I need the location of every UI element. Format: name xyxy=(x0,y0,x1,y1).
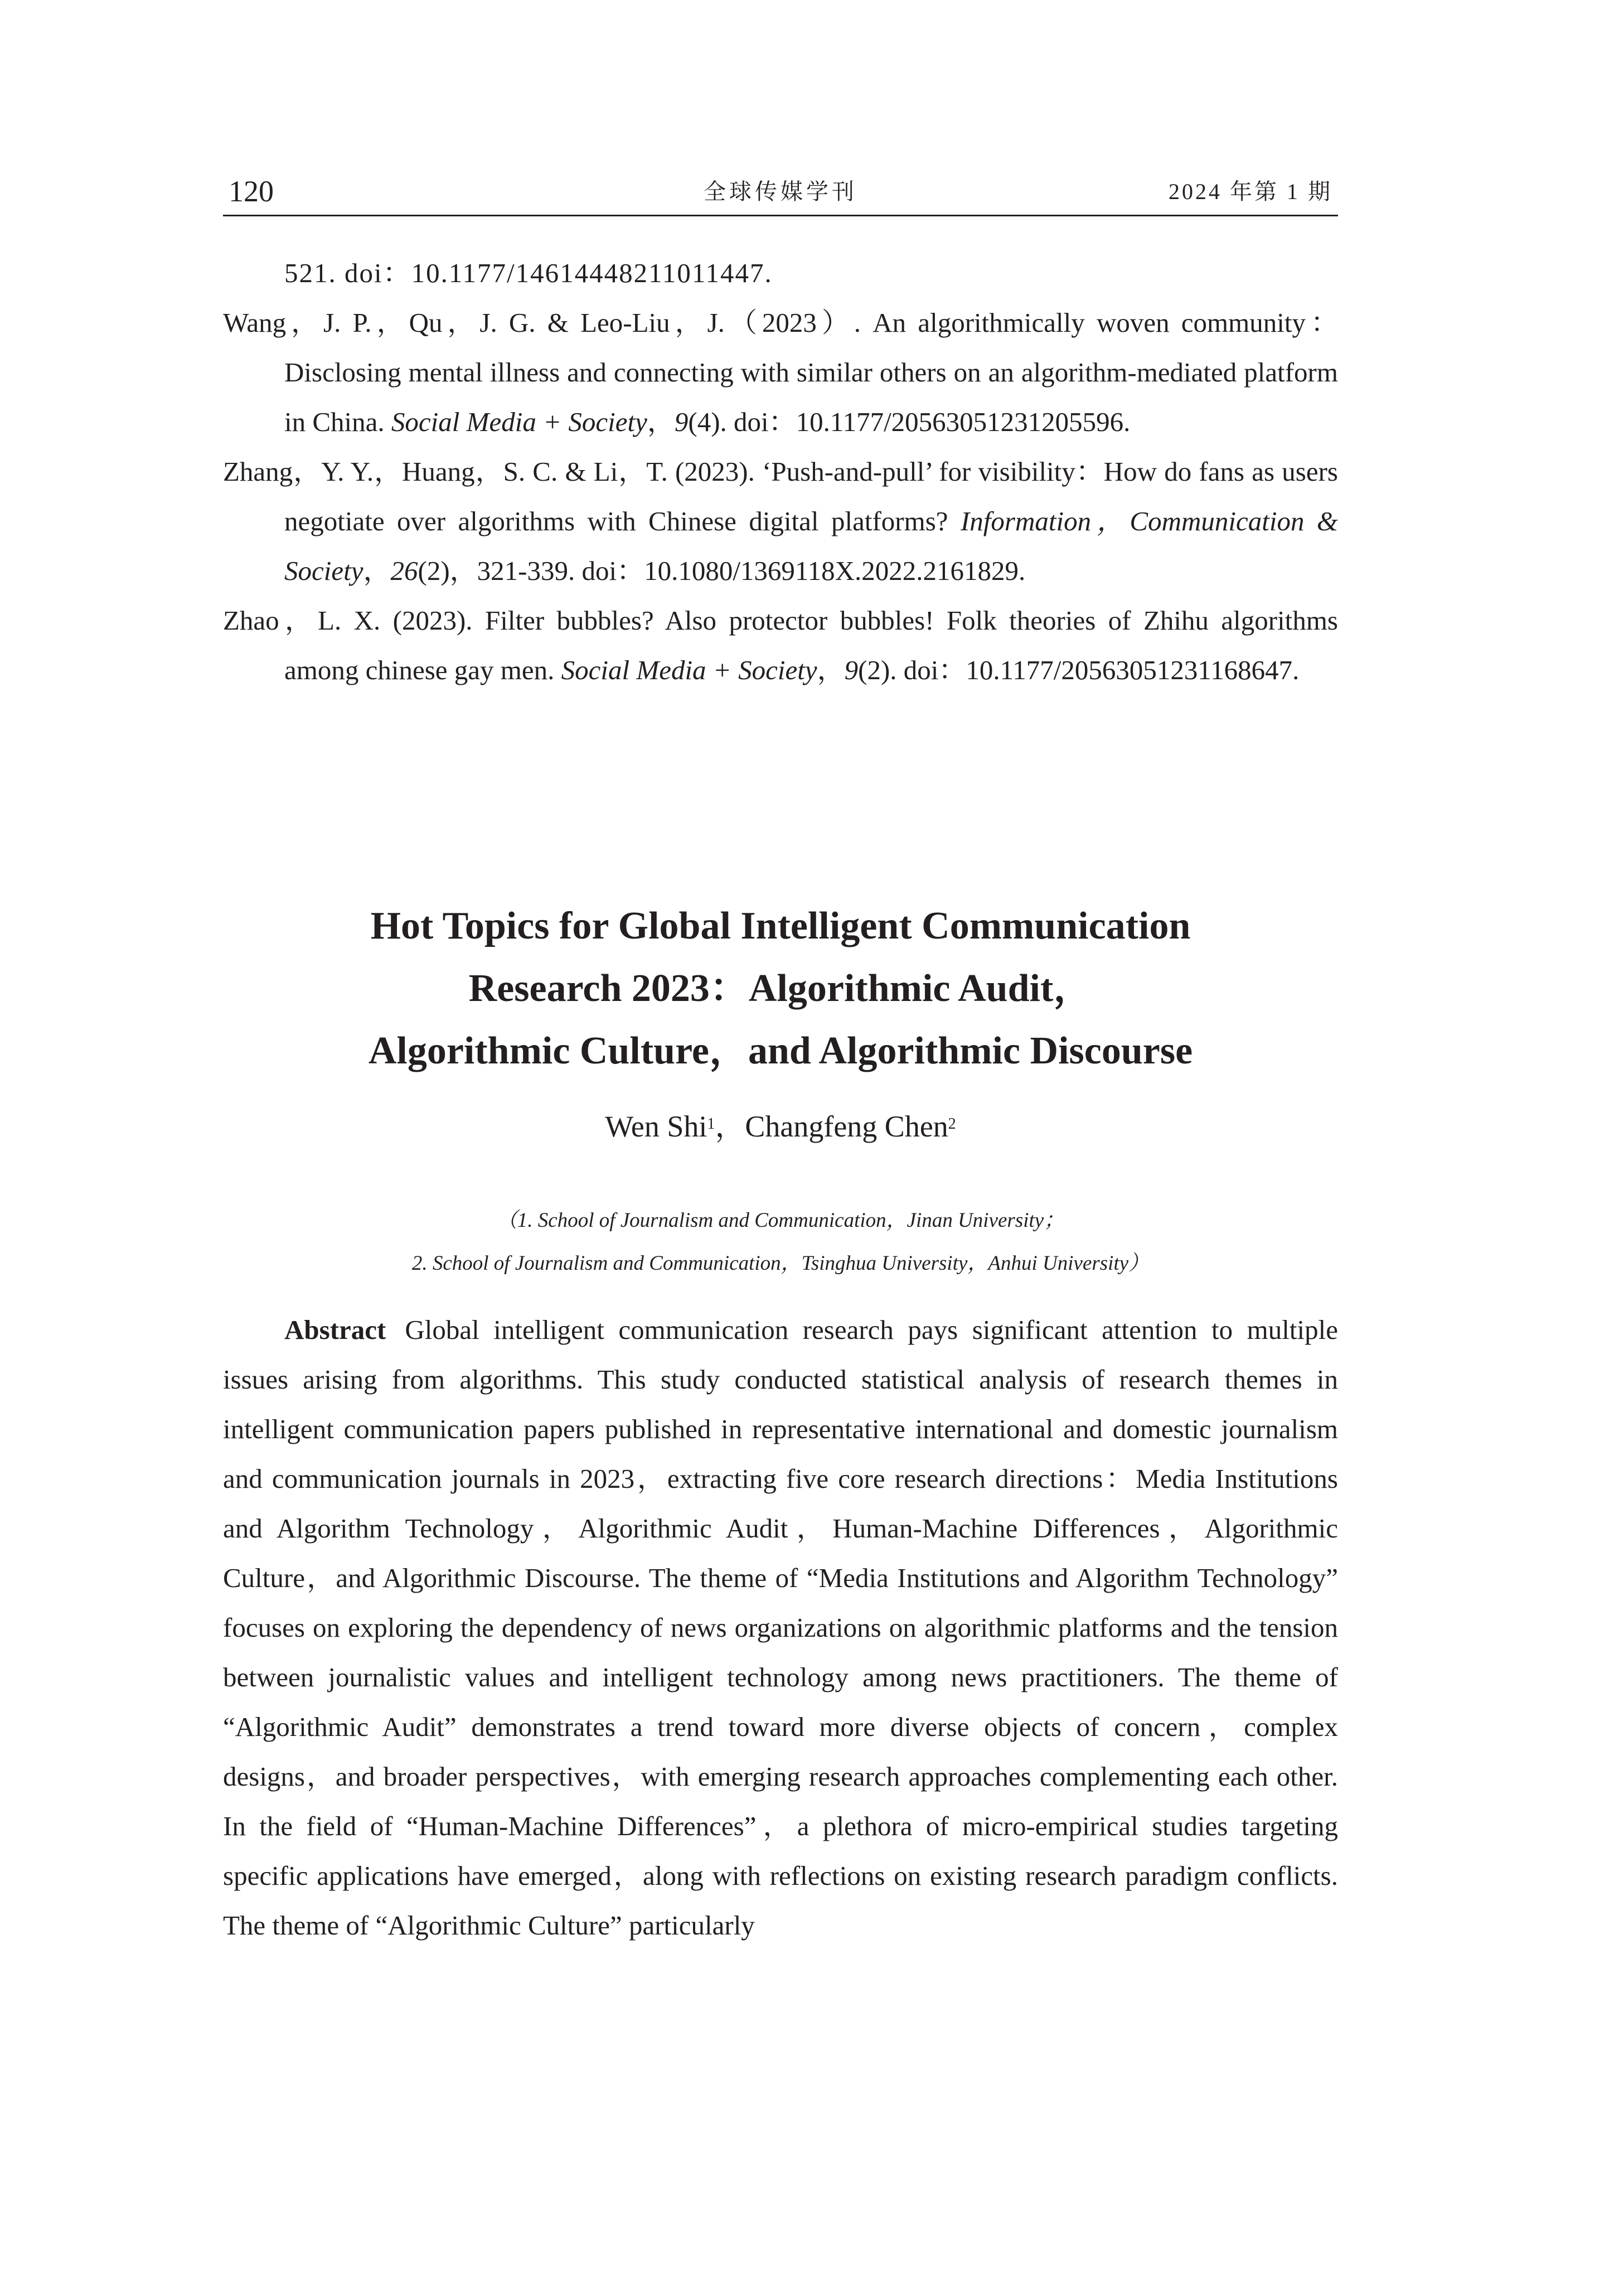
issue-info: 2024 年第 1 期 xyxy=(1169,179,1332,204)
title-line: Algorithmic Culture，and Algorithmic Discourse xyxy=(368,1029,1193,1072)
author-separator: ， xyxy=(715,1110,745,1143)
reference-journal: Social Media + Society xyxy=(561,655,817,685)
journal-name: 全球传媒学刊 xyxy=(704,179,857,204)
affiliation-mark: 2 xyxy=(948,1115,956,1133)
reference-body: Zhao，L. X. (2023). Filter bubbles? Also protector bubbles! Folk theories of Zhihu algorithms among chinese gay men. xyxy=(223,605,1338,685)
reference-body: Zhang，Y. Y.，Huang，S. C. & Li，T. (2023). ‘Push-and-pull’ for visibility：How do fans as users negotiate over algorithms with Chinese digital platforms? xyxy=(223,456,1338,536)
abstract xyxy=(223,1305,1338,1950)
running-header xyxy=(223,170,1338,216)
reference-item: Wang，J. P.，Qu，J. G. & Leo-Liu，J.（2023）. An algorithmically woven community：Disclosing mental illness and connecting with similar others on an algorithm-mediated platform in China. Social Media + Society，9(4). doi：10.1177/20563051231205596. xyxy=(223,307,1338,437)
abstract-label: Abstract xyxy=(284,1314,386,1345)
abstract-text: Global intelligent communication research pays significant attention to multiple issues arising from algorithms. This study conducted statistical analysis of research themes in intelligent communication papers published in representative international and domestic journalism and communication journals in 2023，extracting five core research directions：Media Institutions and Algorithm Technology，Algorithmic Audit，Human-Machine Differences，Algorithmic Culture，and Algorithmic Discourse. The theme of “Media Institutions and Algorithm Technology” focuses on exploring the dependency of news organizations on algorithmic platforms and the tension between journalistic values and intelligent technology among news practitioners. The theme of “Algorithmic Audit” demonstrates a trend toward more diverse objects of concern，complex designs，and broader perspectives，with emerging research approaches complementing each other. In the field of “Human-Machine Differences”，a plethora of micro-empirical studies targeting specific applications have emerged，along with reflections on existing research paradigm conflicts. The theme of “Algorithmic Culture” particularly xyxy=(223,1314,1338,1941)
reference-journal: Information，Communication & Society xyxy=(284,506,1339,586)
affiliation-mark: 1 xyxy=(707,1115,715,1133)
article-title xyxy=(223,895,1338,1082)
author-line xyxy=(223,1107,1338,1146)
reference-volume: 9 xyxy=(844,655,859,685)
reference-item: Zhang，Y. Y.，Huang，S. C. & Li，T. (2023). ‘Push-and-pull’ for visibility：How do fans as users negotiate over algorithms with Chinese digital platforms? Information，Communication & Society，26(2)，321-339. doi：10.1080/1369118X.2022.2161829. xyxy=(223,456,1339,586)
reference-continuation: 521. doi：10.1177/14614448211011447. xyxy=(284,258,773,288)
affiliation-line xyxy=(223,1242,1338,1285)
author-name: Wen Shi xyxy=(605,1110,707,1143)
title-line: Research 2023：Algorithmic Audit， xyxy=(468,967,1093,1010)
affiliation-text: 2. School of Journalism and Communication，Tsinghua University，Anhui University） xyxy=(411,1252,1150,1275)
affiliations xyxy=(223,1199,1338,1285)
reference-item: Zhao，L. X. (2023). Filter bubbles? Also protector bubbles! Folk theories of Zhihu algorithms among chinese gay men. Social Media + Society，9(2). doi：10.1177/20563051231168647. xyxy=(223,605,1338,685)
reference-tail: (2). doi：10.1177/20563051231168647. xyxy=(858,655,1300,685)
reference-body: Wang，J. P.，Qu，J. G. & Leo-Liu，J.（2023）. An algorithmically woven community：Disclosing mental illness and connecting with similar others on an algorithm-mediated platform in China. xyxy=(223,307,1338,437)
author-name: Changfeng Chen xyxy=(745,1110,948,1143)
reference-tail: (4). doi：10.1177/20563051231205596. xyxy=(688,407,1131,437)
title-line: Hot Topics for Global Intelligent Communication xyxy=(370,905,1191,947)
reference-volume: 9 xyxy=(674,407,689,437)
page-number: 120 xyxy=(229,175,274,208)
reference-tail: (2)，321-339. doi：10.1080/1369118X.2022.2161829. xyxy=(418,555,1026,586)
reference-volume: 26 xyxy=(390,555,418,586)
reference-list xyxy=(223,248,1338,695)
affiliation-line xyxy=(223,1199,1338,1242)
affiliation-text: （1. School of Journalism and Communication，Jinan University； xyxy=(496,1209,1065,1232)
reference-journal: Social Media + Society xyxy=(391,407,647,437)
